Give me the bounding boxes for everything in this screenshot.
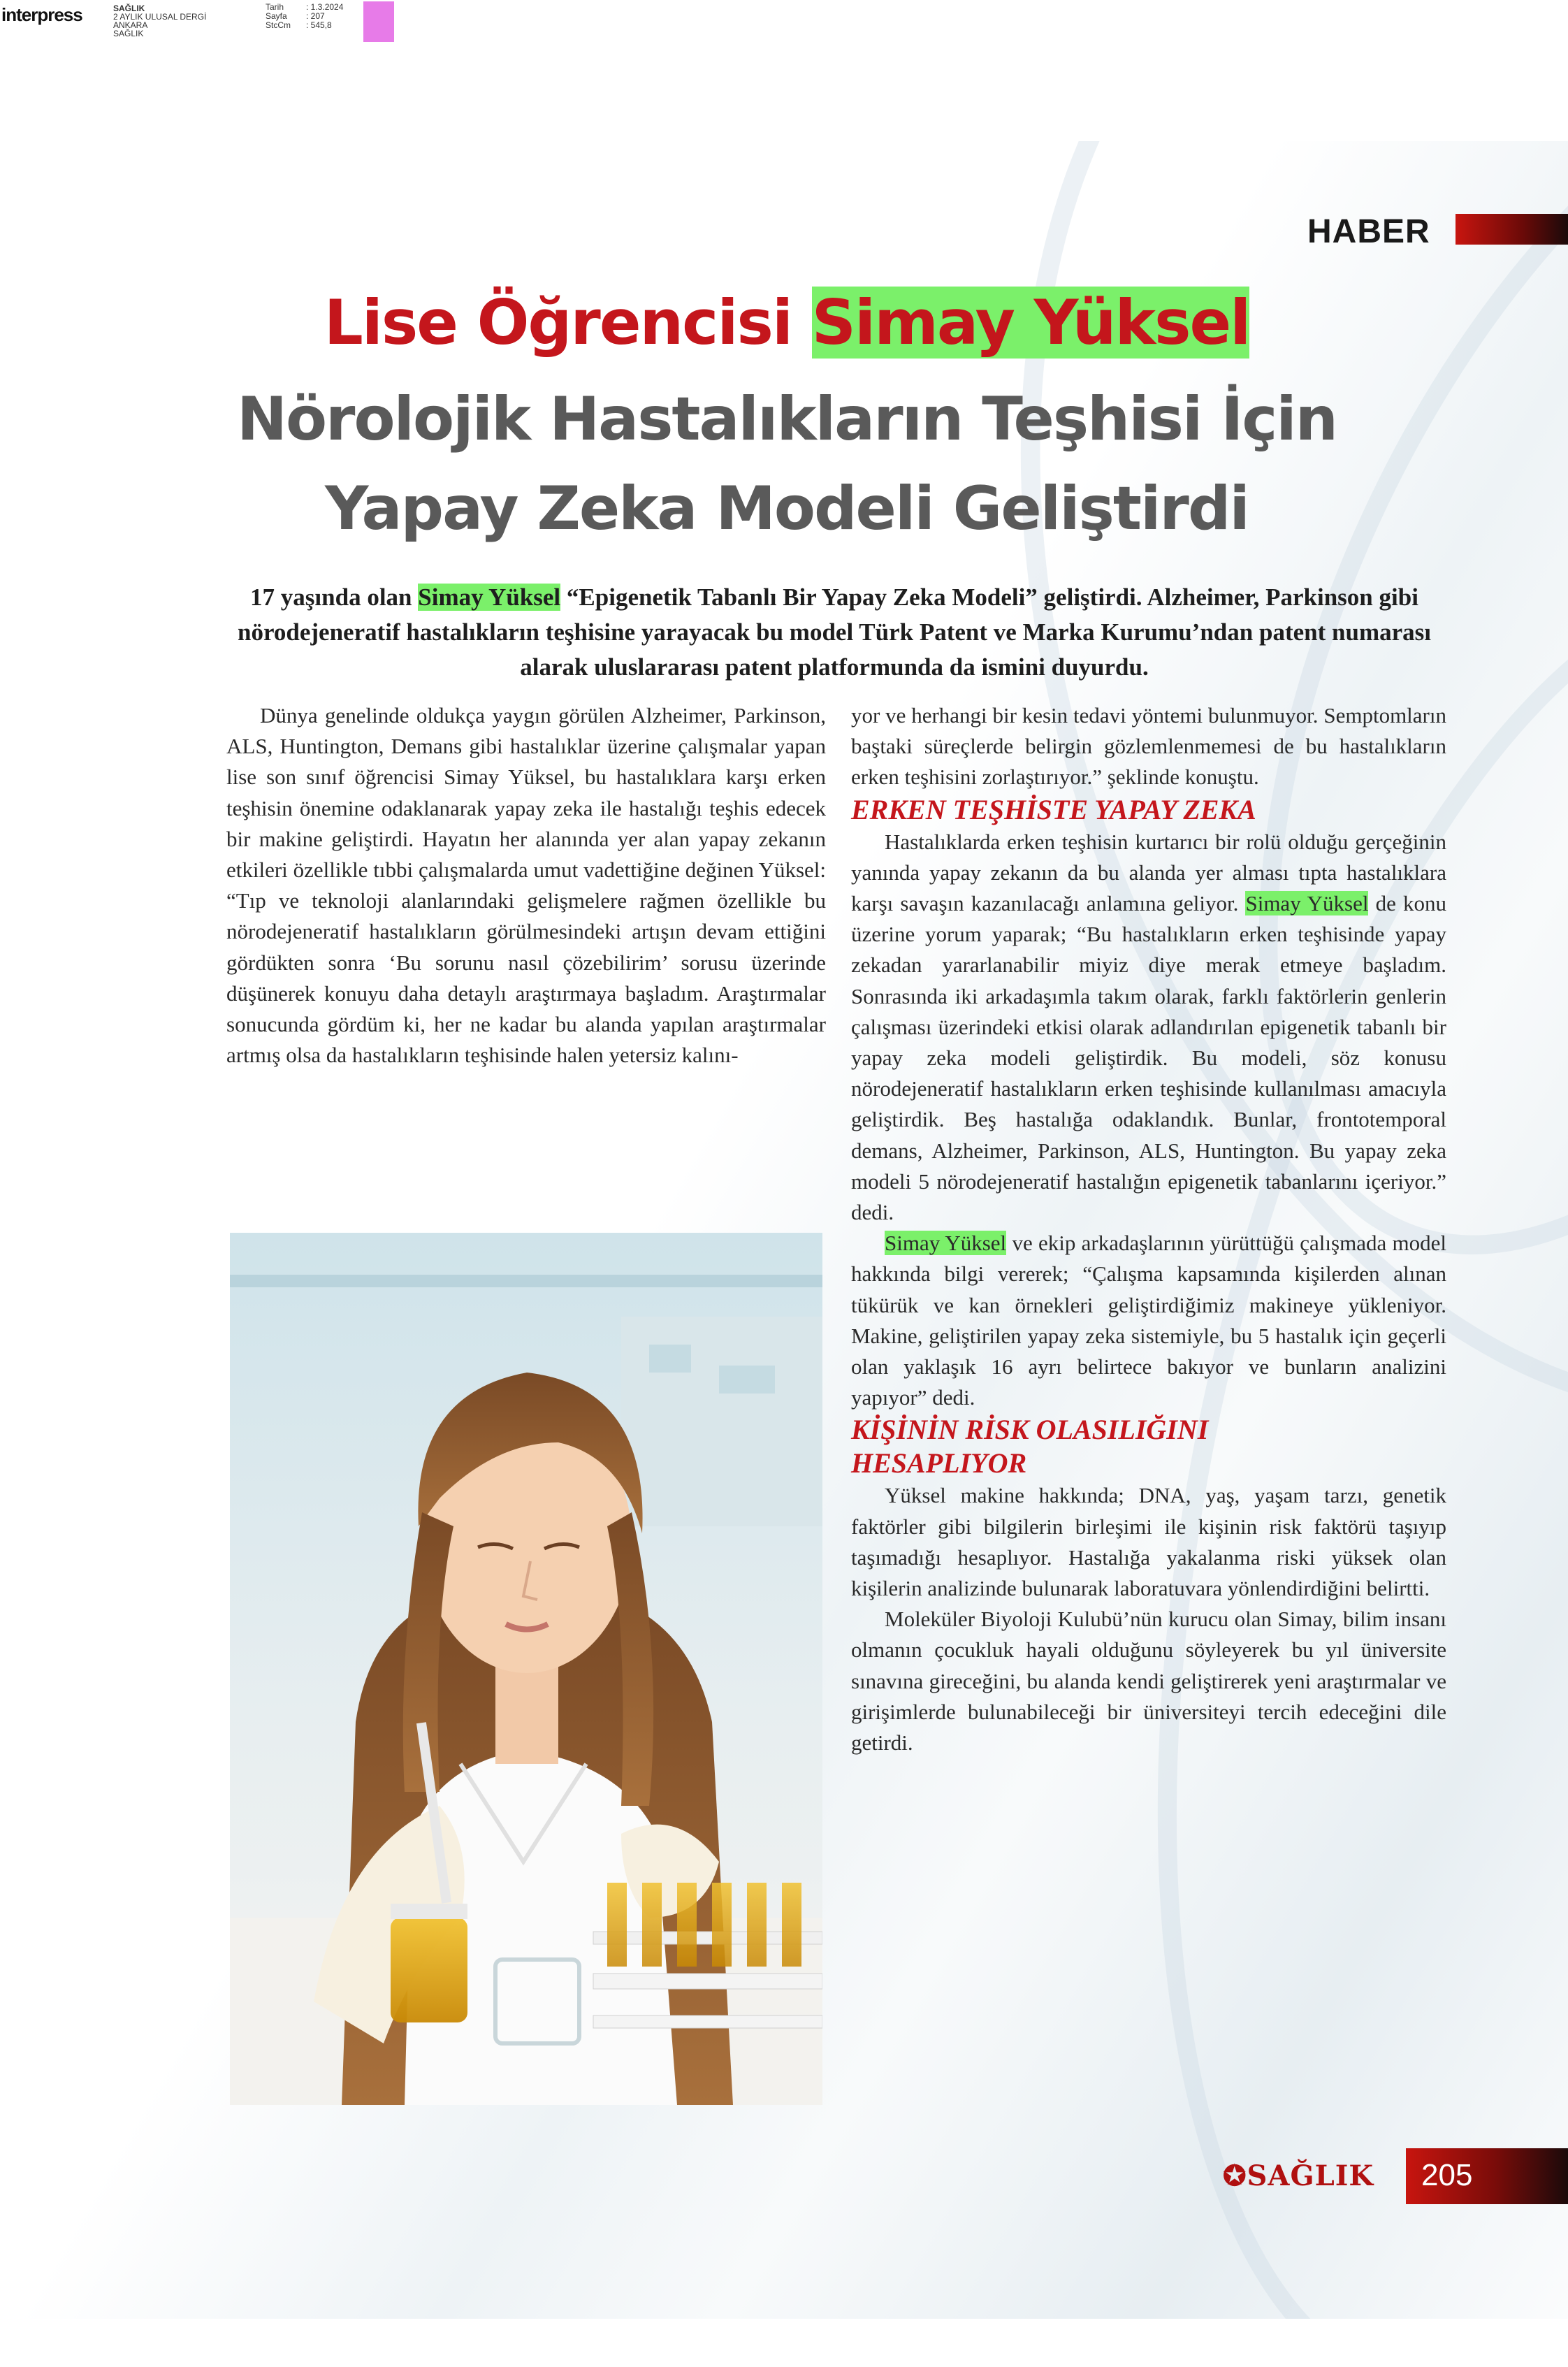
lead-name-highlight: Simay Yüksel (418, 584, 561, 611)
pub-line: 2 AYLIK ULUSAL DERGİ (113, 12, 207, 22)
magazine-page (6, 141, 1568, 2319)
page-number-box (1406, 2148, 1568, 2204)
body-paragraph: yor ve herhangi bir kesin tedavi yöntemi bulunmuyor. Semptomların baştaki süreçlerde belirgin gözlemlenmemesi de bu hastalıkların erken teşhisini zorlaştırıyor.” şeklinde konuştu. (851, 703, 1446, 790)
subheading-line: HESAPLIYOR (851, 1447, 1027, 1479)
headline-name: Simay Yüksel (811, 287, 1250, 359)
body-paragraph: Moleküler Biyoloji Kulubü’nün kurucu olan Simay, bilim insanı olmanın çocukluk hayali olduğunu söyleyerek bu yıl üniversite sınavına gireceğini, bu alanda kendi geliştirerek yeni araştırmalar ve girişimlerde bulunabileceği bir üniversiteyi tercih edeceğini dile getirdi. (851, 1607, 1446, 1756)
meta-label: Tarih (266, 2, 284, 12)
pub-line: SAĞLIK (113, 29, 144, 38)
meta-value: 207 (310, 11, 325, 21)
pub-line: SAĞLIK (113, 3, 145, 13)
name-highlight: Simay Yüksel (1245, 891, 1369, 916)
section-tag-bar (1456, 214, 1568, 245)
magazine-brand-text: SAĞLIK (1247, 2159, 1374, 2192)
pub-line: ANKARA (113, 20, 148, 30)
meta-row: StcCm : 545,8 (266, 20, 332, 30)
publication-info (113, 4, 206, 38)
article-column-2 (851, 700, 1446, 1758)
subheading-early-diagnosis: ERKEN TEŞHİSTE YAPAY ZEKA (851, 793, 1256, 825)
student-lab-photo (230, 1233, 822, 2105)
section-tag-label: HABER (1307, 213, 1430, 250)
magazine-brand-logo: ✪SAĞLIK (1223, 2159, 1374, 2192)
headline-line3: Yapay Zeka Modeli Geliştirdi (325, 474, 1249, 544)
body-text: Hastalıklarda erken teşhisin kurtarıcı bir rolü olduğu gerçeğinin yanında yapay zekanın da bu alanda yer alması tıpta hastalıklara karşı savaşın kazanılacağı anlamına geliyor. (851, 829, 1446, 916)
subheading-risk (851, 1413, 1446, 1480)
body-paragraph: Yüksel makine hakkında; DNA, yaş, yaşam tarzı, genetik faktörler gibi bilgilerin birleşimi ile kişinin risk faktörü taşıyıp taşımadığı hesaplıyor. Hastalığa yakalanma riski yüksek olan kişilerin analizinde bulunarak laboratuvara yönlendirdiğini belirtti. (851, 1483, 1446, 1601)
name-highlight: Simay Yüksel (885, 1231, 1007, 1256)
meta-value: 545,8 (310, 20, 332, 30)
body-text: de konu üzerine yorum yaparak; “Bu hastalıkların erken teşhisinde yapay zekadan yararlanabilir miyiz diye merak etmeye başladım. Sonrasında iki arkadaşımla takım olarak, farklı faktörlerin genlerin çalışması üzerindeki etkisi olarak adlandırılan epigenetik tabanlı bir yapay zeka modeli geliştirdik. Bu modeli, söz konusu nörodejeneratif hastalıkların erken teşhisinde kullanılması amacıyla geliştirdik. Beş hastalığa odaklandık. Bunlar, frontotemporal demans, Alzheimer, Parkinson, ALS, Huntington. Bu yapay zeka modeli 5 nörodejeneratif hastalığın epigenetik tabanlarını içeriyor.” dedi. (851, 891, 1446, 1225)
color-swatch (363, 1, 394, 42)
page-number: 205 (1421, 2158, 1473, 2192)
meta-label: StcCm (266, 20, 291, 30)
lead-text: “Epigenetik Tabanlı Bir Yapay Zeka Modeli” geliştirdi. Alzheimer, Parkinson gibi nörodejeneratif hastalıkların teşhisine yarayacak bu model Türk Patent ve Marka Kurumu’ndan patent numarası alarak uluslararası patent platformunda da ismini duyurdu. (238, 584, 1431, 681)
clipping-meta (266, 3, 343, 30)
meta-row: Tarih : 1.3.2024 (266, 2, 344, 12)
headline-line2: Nörolojik Hastalıkların Teşhisi İçin (236, 384, 1337, 454)
interpress-logo: interpress (1, 4, 82, 25)
article-column-1 (226, 700, 826, 1071)
meta-value: 1.3.2024 (310, 2, 344, 12)
subheading-line: KİŞİNİN RİSK OLASILIĞINI (851, 1414, 1209, 1446)
headline-line1 (6, 287, 1568, 359)
lead-text: 17 yaşında olan (250, 584, 419, 611)
body-paragraph (851, 1228, 1446, 1413)
meta-label: Sayfa (266, 11, 287, 21)
section-tag (1307, 211, 1568, 250)
lead-paragraph (226, 580, 1442, 685)
body-paragraph (851, 827, 1446, 1229)
clipping-header (0, 0, 419, 45)
body-text: ve ekip arkadaşlarının yürüttüğü çalışmada model hakkında bilgi vererek; “Çalışma kapsamında kişilerden alınan tükürük ve kan örnekleri geliştirdiğimiz makineye yükleniyor. Makine, geliştirilen yapay zeka sistemiyle, bu 5 hastalık için geçerli olan yaklaşık 16 ayrı belirtece bakıyor ve bunların analizini yapıyor” dedi. (851, 1231, 1446, 1410)
body-paragraph: Dünya genelinde oldukça yaygın görülen Alzheimer, Parkinson, ALS, Huntington, Demans gibi hastalıklar üzerine çalışmalar yapan lise son sınıf öğrencisi Simay Yüksel, bu hastalıklara karşı erken teşhisin önemine odaklanarak yapay zeka ile hastalığı teşhis edecek bir makine geliştirdi. Hayatın her alanında yer alan yapay zekanın etkileri özellikle tıbbi çalışmalarda umut vadettiğine değinen Yüksel: “Tıp ve teknoloji alanlarındaki gelişmelere rağmen özellikle bu nörodejeneratif hastalıkların görülmesindeki artışın devam ettiğini gördükten sonra ‘Bu sorunu nasıl çözebilirim’ sorusu üzerinde düşünerek konuyu daha detaylı araştırmaya başladım. Araştırmalar sonucunda gördüm ki, her ne kadar bu alanda yapılan araştırmalar artmış olsa da hastalıkların teşhisinde halen yetersiz kalını- (226, 703, 826, 1068)
headline-prefix: Lise Öğrencisi (324, 287, 812, 359)
meta-row: Sayfa : 207 (266, 11, 325, 21)
photo-illustration (230, 1233, 822, 2105)
